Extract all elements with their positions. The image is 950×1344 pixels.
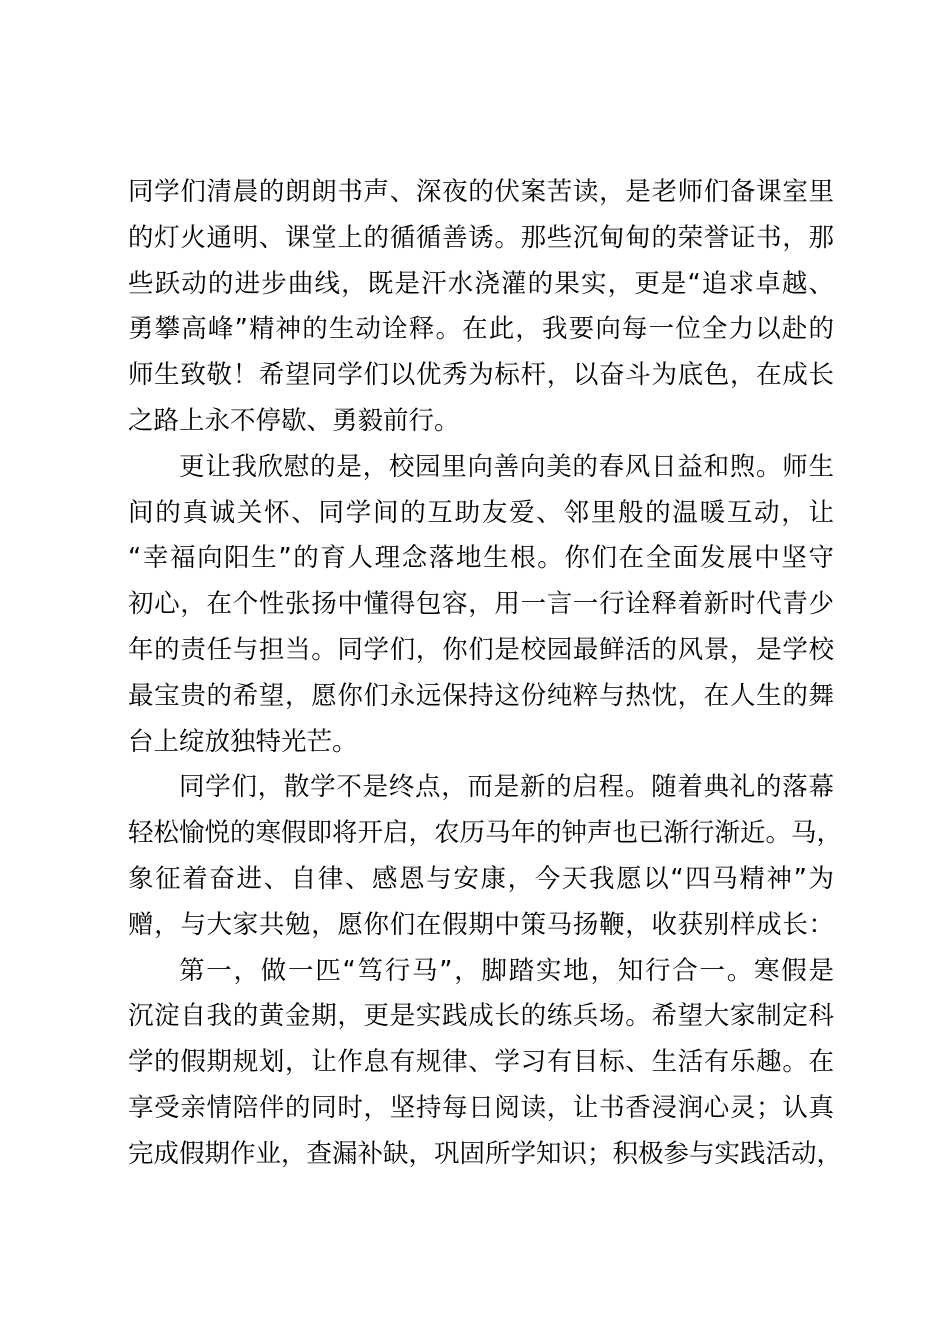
text-line: 更让我欣慰的是，校园里向善向美的春风日益和煦。师生	[179, 451, 834, 482]
text-line: 最宝贵的希望，愿你们永远保持这份纯粹与热忱，在人生的舞	[128, 680, 834, 711]
text-line: 的灯火通明、课堂上的循循善诱。那些沉甸甸的荣誉证书，那	[128, 222, 834, 253]
text-line: 些跃动的进步曲线，既是汗水浇灌的果实，更是“追求卓越、	[128, 268, 834, 299]
text-line: “幸福向阳生”的育人理念落地生根。你们在全面发展中坚守	[128, 543, 834, 574]
text-line: 完成假期作业，查漏补缺，巩固所学知识；积极参与实践活动，	[128, 1138, 843, 1169]
paragraph-2	[128, 445, 834, 766]
text-line: 年的责任与担当。同学们，你们是校园最鲜活的风景，是学校	[128, 634, 834, 665]
text-line: 第一，做一匹“笃行马”，脚踏实地，知行合一。寒假是	[179, 955, 834, 986]
paragraph-3	[128, 765, 843, 948]
text-line: 间的真诚关怀、同学间的互助友爱、邻里般的温暖互动，让	[128, 497, 834, 528]
text-line: 师生致敬！希望同学们以优秀为标杆，以奋斗为底色，在成长	[128, 360, 834, 391]
text-line: 台上绽放独特光芒。	[128, 726, 358, 757]
text-line: 勇攀高峰”精神的生动诠释。在此，我要向每一位全力以赴的	[128, 314, 834, 345]
text-line: 之路上永不停歇、勇毅前行。	[128, 405, 460, 436]
text-line: 学的假期规划，让作息有规律、学习有目标、生活有乐趣。在	[128, 1047, 834, 1078]
paragraph-4	[128, 949, 843, 1178]
text-line: 同学们清晨的朗朗书声、深夜的伏案苦读，是老师们备课室里	[128, 177, 834, 207]
text-line: 象征着奋进、自律、感恩与安康，今天我愿以“四马精神”为	[128, 863, 834, 894]
text-line: 同学们，散学不是终点，而是新的启程。随着典礼的落幕	[179, 772, 834, 803]
text-line: 轻松愉悦的寒假即将开启，农历马年的钟声也已渐行渐近。马，	[128, 818, 843, 849]
text-line: 初心，在个性张扬中懂得包容，用一言一行诠释着新时代青少	[128, 589, 834, 620]
text-line: 沉淀自我的黄金期，更是实践成长的练兵场。希望大家制定科	[128, 1001, 834, 1032]
paragraph-1	[128, 170, 834, 445]
document-body	[128, 170, 843, 1178]
text-line: 赠，与大家共勉，愿你们在假期中策马扬鞭，收获别样成长：	[128, 909, 834, 940]
text-line: 享受亲情陪伴的同时，坚持每日阅读，让书香浸润心灵；认真	[128, 1092, 834, 1123]
